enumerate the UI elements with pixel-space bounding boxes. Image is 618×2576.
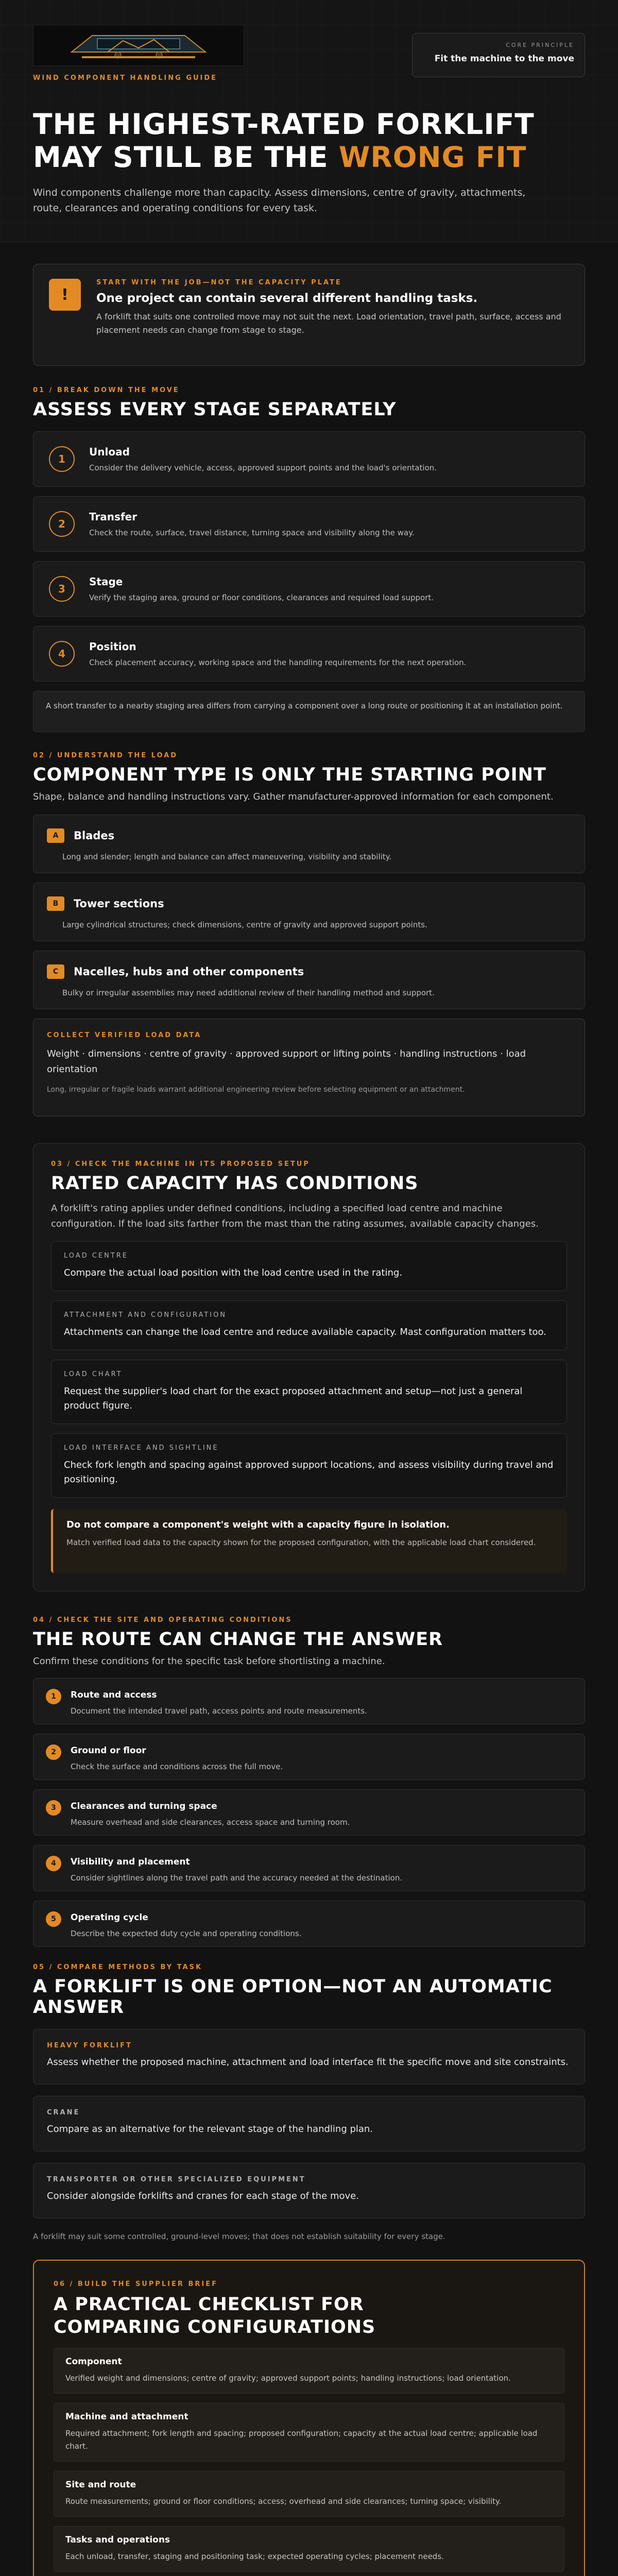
component-desc: Long and slender; length and balance can affect maneuvering, visibility and stability. (62, 852, 392, 861)
section-eyebrow: 04 / CHECK THE SITE AND OPERATING CONDITIONS (33, 1616, 293, 1624)
title-line-1: THE HIGHEST-RATED FORKLIFT (33, 108, 535, 141)
stage-desc: Check placement accuracy, working space and the handling requirements for the next operation. (89, 658, 467, 667)
route-desc: Measure overhead and side clearances, access space and turning room. (71, 1818, 350, 1827)
brief-item-desc: Required attachment; fork length and spacing; proposed configuration; capacity at the actual load centre; applicable load chart. (65, 2429, 538, 2451)
component-title: Blades (74, 829, 115, 842)
callout-eyebrow: START WITH THE JOB—NOT THE CAPACITY PLATE (96, 279, 342, 286)
section-eyebrow: 01 / BREAK DOWN THE MOVE (33, 386, 180, 394)
supplier-brief-section (33, 2260, 585, 2576)
section-subtitle: Shape, balance and handling instructions vary. Gather manufacturer-approved information for each component. (33, 791, 554, 802)
route-desc: Document the intended travel path, access points and route measurements. (71, 1706, 367, 1716)
stage-number: 4 (49, 641, 75, 667)
brief-item-site (54, 2471, 564, 2517)
compare-section (33, 1963, 585, 2241)
hero-header (0, 0, 618, 242)
component-desc: Large cylindrical structures; check dimensions, centre of gravity and approved support points. (62, 920, 427, 929)
collect-label: COLLECT VERIFIED LOAD DATA (47, 1031, 202, 1039)
brief-item-desc: Route measurements; ground or floor conditions; access; overhead and side clearances; turning space; visibility. (65, 2497, 502, 2506)
route-number: 3 (46, 1800, 61, 1816)
compare-item-transporter (33, 2163, 585, 2218)
route-item-access (33, 1678, 585, 1724)
brief-item-title: Tasks and operations (65, 2535, 170, 2545)
route-desc: Describe the expected duty cycle and operating conditions. (71, 1929, 302, 1938)
stage-title: Transfer (89, 511, 138, 523)
warning-title: Do not compare a component's weight with a capacity figure in isolation. (66, 1519, 450, 1530)
capacity-lead: A forklift's rating applies under defined conditions, including a specified load centre and machine configuration. If the load sits farther from the mast than the rating assumes, available capacity changes. (51, 1203, 539, 1229)
collect-items: Weight · dimensions · centre of gravity · approved support or lifting points · handling instructions · load orientation (47, 1048, 526, 1075)
card-text: Compare the actual load position with the load centre used in the rating. (64, 1267, 403, 1278)
capacity-card-load-centre (51, 1241, 567, 1291)
capacity-card-load-chart (51, 1360, 567, 1424)
route-number: 4 (46, 1856, 61, 1871)
component-tag: C (47, 964, 64, 979)
stages-note: A short transfer to a nearby staging area differs from carrying a component over a long route or positioning it at an installation point. (33, 691, 585, 732)
card-label: ATTACHMENT AND CONFIGURATION (64, 1311, 227, 1319)
section-title: A FORKLIFT IS ONE OPTION—NOT AN AUTOMATIC ANSWER (33, 1976, 553, 2018)
stage-number: 2 (49, 511, 75, 537)
hero-lead: Wind components challenge more than capacity. Assess dimensions, centre of gravity, attachments, route, clearances and operating conditions for every task. (33, 187, 526, 214)
route-desc: Consider sightlines along the travel path and the accuracy needed at the destination. (71, 1873, 403, 1883)
component-item-tower (33, 883, 585, 941)
route-number: 1 (46, 1689, 61, 1704)
section-title: A PRACTICAL CHECKLIST FOR COMPARING CONFIGURATIONS (54, 2294, 376, 2337)
card-text: Check fork length and spacing against approved support locations, and assess visibility during travel and positioning. (64, 1460, 554, 1485)
stage-desc: Verify the staging area, ground or floor conditions, clearances and required load support. (89, 593, 434, 602)
route-number: 5 (46, 1911, 61, 1927)
stage-desc: Consider the delivery vehicle, access, approved support points and the load's orientation. (89, 463, 437, 472)
route-item-visibility (33, 1845, 585, 1891)
compare-label: HEAVY FORKLIFT (47, 2042, 132, 2049)
section-eyebrow: 02 / UNDERSTAND THE LOAD (33, 752, 178, 759)
callout-body: A forklift that suits one controlled move may not suit the next. Load orientation, travel path, surface, access and placement needs can change from stage to stage. (96, 312, 561, 335)
stage-item-unload (33, 431, 585, 487)
callout-title: One project can contain several different handling tasks. (96, 292, 478, 305)
section-title: ASSESS EVERY STAGE SEPARATELY (33, 399, 397, 420)
component-tag: A (47, 828, 64, 843)
component-item-nacelles (33, 951, 585, 1009)
title-accent: WRONG FIT (338, 141, 527, 174)
card-text: Request the supplier's load chart for the exact proposed attachment and setup—not just a general product figure. (64, 1386, 523, 1411)
stage-item-stage (33, 561, 585, 617)
stages-section (33, 386, 585, 732)
compare-text: Compare as an alternative for the relevant stage of the handling plan. (47, 2124, 373, 2134)
section-title: COMPONENT TYPE IS ONLY THE STARTING POINT (33, 765, 546, 785)
component-list (33, 815, 585, 1009)
stage-item-transfer (33, 496, 585, 552)
forklift-logo-icon (61, 29, 216, 61)
section-eyebrow: 03 / CHECK THE MACHINE IN ITS PROPOSED SETUP (51, 1160, 310, 1168)
brief-item-component (54, 2348, 564, 2394)
brief-item-desc: Each unload, transfer, staging and positioning task; expected operating cycles; placement needs. (65, 2552, 444, 2561)
section-subtitle: Confirm these conditions for the specific task before shortlisting a machine. (33, 1656, 385, 1667)
collect-load-data-box (33, 1019, 585, 1116)
route-title: Operating cycle (71, 1912, 148, 1923)
capacity-warning (51, 1509, 567, 1573)
stage-number: 1 (49, 446, 75, 472)
capacity-section (33, 1143, 585, 1591)
card-label: LOAD CHART (64, 1370, 123, 1378)
card-label: LOAD CENTRE (64, 1252, 129, 1260)
title-line-2: MAY STILL BE THE (33, 141, 339, 174)
card-label: LOAD INTERFACE AND SIGHTLINE (64, 1444, 219, 1452)
page-title (33, 108, 585, 174)
route-title: Route and access (71, 1690, 157, 1700)
stage-title: Position (89, 640, 136, 653)
component-title: Tower sections (74, 897, 164, 910)
stage-desc: Check the route, surface, travel distance, turning space and visibility along the way. (89, 528, 415, 537)
components-section (33, 752, 585, 1116)
brief-item-title: Component (65, 2357, 122, 2367)
guide-label: WIND COMPONENT HANDLING GUIDE (33, 74, 218, 82)
capacity-card-attachment (51, 1300, 567, 1350)
compare-label: CRANE (47, 2109, 80, 2116)
compare-note: A forklift may suit some controlled, ground-level moves; that does not establish suitability for every stage. (33, 2232, 445, 2241)
section-title: THE ROUTE CAN CHANGE THE ANSWER (33, 1629, 443, 1650)
stage-title: Unload (89, 446, 130, 458)
stage-list (33, 431, 585, 682)
component-item-blades (33, 815, 585, 873)
brief-item-title: Site and route (65, 2480, 136, 2490)
stage-item-position (33, 626, 585, 682)
route-title: Ground or floor (71, 1745, 146, 1756)
route-number: 2 (46, 1744, 61, 1760)
compare-label: TRANSPORTER OR OTHER SPECIALIZED EQUIPMENT (47, 2176, 306, 2183)
core-principle-value: Fit the machine to the move (434, 54, 574, 64)
route-title: Clearances and turning space (71, 1801, 217, 1811)
brief-item-title: Machine and attachment (65, 2412, 188, 2422)
section-title: RATED CAPACITY HAS CONDITIONS (51, 1173, 419, 1194)
section-eyebrow: 05 / COMPARE METHODS BY TASK (33, 1963, 203, 1971)
compare-text: Consider alongside forklifts and cranes for each stage of the move. (47, 2191, 359, 2201)
section-eyebrow: 06 / BUILD THE SUPPLIER BRIEF (54, 2280, 218, 2288)
warning-desc: Match verified load data to the capacity shown for the proposed configuration, with the applicable load chart considered. (66, 1538, 536, 1547)
route-item-ground (33, 1734, 585, 1780)
stage-title: Stage (89, 575, 123, 588)
logo[interactable] (33, 25, 244, 66)
collect-note: Long, irregular or fragile loads warrant additional engineering review before selecting equipment or an attachment. (47, 1086, 465, 1094)
capacity-card-interface (51, 1433, 567, 1498)
compare-item-forklift (33, 2029, 585, 2084)
stage-number: 3 (49, 576, 75, 602)
component-desc: Bulky or irregular assemblies may need additional review of their handling method and support. (62, 988, 435, 997)
route-desc: Check the surface and conditions across the full move. (71, 1762, 283, 1771)
core-principle-box (412, 33, 585, 77)
component-title: Nacelles, hubs and other components (74, 965, 304, 978)
brief-item-machine (54, 2403, 564, 2462)
route-item-clearances (33, 1789, 585, 1836)
route-title: Visibility and placement (71, 1857, 190, 1867)
route-section (33, 1616, 585, 1947)
job-callout (33, 264, 585, 366)
card-text: Attachments can change the load centre and reduce available capacity. Mast configuration matters too. (64, 1327, 546, 1337)
brief-item-desc: Verified weight and dimensions; centre of gravity; approved support points; handling instructions; load orientation. (65, 2374, 511, 2383)
compare-text: Assess whether the proposed machine, attachment and load interface fit the specific move and site constraints. (47, 2057, 569, 2067)
component-tag: B (47, 896, 64, 911)
brief-item-tasks (54, 2526, 564, 2572)
warning-icon: ! (49, 279, 81, 311)
route-list (33, 1678, 585, 1947)
core-principle-label: CORE PRINCIPLE (506, 42, 574, 48)
route-item-cycle (33, 1901, 585, 1947)
compare-item-crane (33, 2096, 585, 2151)
